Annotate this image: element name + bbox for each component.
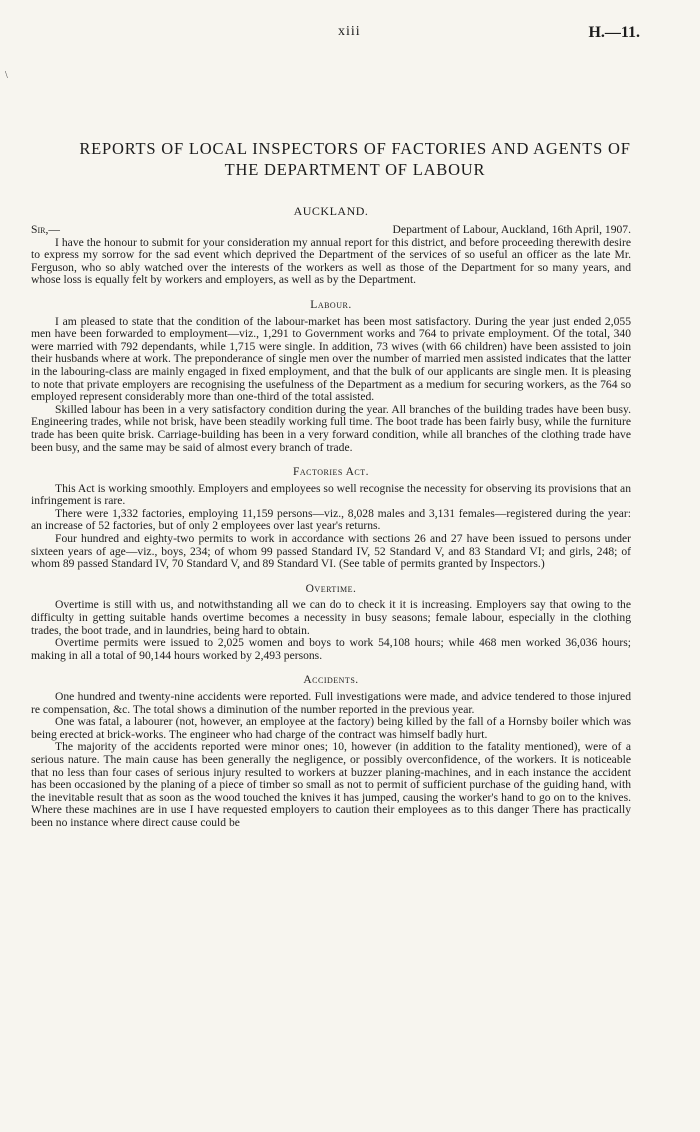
city-heading: AUCKLAND. <box>293 204 369 218</box>
section-heading-labour: Labour. <box>310 298 352 311</box>
section-heading-overtime: Overtime. <box>305 582 357 595</box>
labour-paragraph-1: I am pleased to state that the condition of the labour-market has been most satisfactory. During the year just ended 2,055 men have been forwarded to employment—viz., 1,291 to Government works and 764 to private employment. Of the total, 340 were married with 792 dependants, while 1,715 were single. In addition, 73 wives (with 66 children) have been assisted to join their husbands where at work. The preponderance of single men over the number of married men assisted indicates that the latter in the labouring-class are mainly engaged in fixed employment, and that the bulk of our applicants are single men. It is pleasing to note that private employers are recognising the usefulness of the Department as a medium for securing workers, as the 764 so employed represent considerably more than one-third of the total assisted. <box>31 314 631 404</box>
salutation: Sir,— <box>31 222 60 236</box>
intro-paragraph: I have the honour to submit for your consideration my annual report for this district, and before proceeding therewith desire to express my sorrow for the sad event which deprived the Department of the services of so useful an officer as the late Mr. Ferguson, who so ably watched over the interests of the workers as well as those of the Department for so many years, and whose loss is equally felt by workers and employers, as well as by the Department. <box>31 235 631 287</box>
section-heading-accidents: Accidents. <box>303 674 359 687</box>
title-line-2: THE DEPARTMENT OF LABOUR <box>224 160 486 179</box>
overtime-paragraph-2: Overtime permits were issued to 2,025 women and boys to work 54,108 hours; while 468 men worked 36,036 hours; making in all a total of 90,144 hours worked by 2,493 persons. <box>31 636 631 662</box>
dateline: Department of Labour, Auckland, 16th April, 1907. <box>392 222 631 236</box>
labour-paragraph-2: Skilled labour has been in a very satisfactory condition during the year. All branches of the building trades have been busy. Engineering trades, while not brisk, have been steadily working full time. The boot trade has been fairly busy, while the furniture trade has been quite brisk. Carriage-building has been in a very forward condition, while all branches of the clothing trade have been busy, and the same may be said of almost every branch of trade. <box>31 402 631 454</box>
factories-paragraph-3: Four hundred and eighty-two permits to work in accordance with sections 26 and 27 have been issued to persons under sixteen years of age—viz., boys, 234; of whom 99 passed Standard IV, 52 Standard V, and 83 Standard VI; and girls, 248; of whom 89 passed Standard IV, 70 Standard V, and 89 Standard VI. (See table of permits granted by Inspectors.) <box>31 532 631 571</box>
report-title <box>60 138 650 180</box>
accidents-paragraph-1: One hundred and twenty-nine accidents were reported. Full investigations were made, and advice tendered to those injured re compensation, &c. The total shows a diminution of the number reported in the previous year. <box>31 690 631 716</box>
accidents-paragraph-3: The majority of the accidents reported were minor ones; 10, however (in addition to the fatality mentioned), were of a serious nature. The main cause has been generally the negligence, or possibly overconfidence, of the workers. It is noticeable that no less than four cases of serious injury resulted to workers at buzzer planing-machines, and in each instance the accident has been occasioned by the planing of a piece of timber so small as not to permit of sufficient purchase of the guiding hand, with the inevitable result that as soon as the wood touched the knives it has jumped, causing the worker's hand to go on to the knives. Where these machines are in use I have requested employers to caution their employees as to this danger There has practically been no instance where direct cause could be <box>31 740 631 829</box>
section-heading-factories: Factories Act. <box>292 466 369 479</box>
document-body <box>31 205 631 830</box>
factories-paragraph-2: There were 1,332 factories, employing 11,159 persons—viz., 8,028 males and 3,131 females—registered during the year: an increase of 52 factories, but of only 2 employees over last year's returns. <box>31 506 631 533</box>
overtime-paragraph-1: Overtime is still with us, and notwithstanding all we can do to check it it is increasing. Employers say that owing to the difficulty in getting suitable hands overtime becomes a necessity in busy seasons; female labour, especially in the clothing trades, the boot trade, and in laundries, being hard to obtain. <box>31 598 631 637</box>
document-reference: H.—11. <box>588 24 640 41</box>
page-header <box>0 24 700 44</box>
factories-paragraph-1: This Act is working smoothly. Employers and employees so well recognise the necessity for observing its provisions that an infringement is rare. <box>31 481 631 508</box>
title-line-1: REPORTS OF LOCAL INSPECTORS OF FACTORIES AND AGENTS OF <box>79 139 631 158</box>
accidents-paragraph-2: One was fatal, a labourer (not, however, an employee at the factory) being killed by the fall of a Hornsby boiler which was being erected at brick-works. The engineer who had charge of the contract was himself badly hurt. <box>31 715 631 741</box>
page-number: xiii <box>338 24 361 39</box>
salutation-row <box>31 224 631 237</box>
margin-mark: \ <box>5 70 8 81</box>
